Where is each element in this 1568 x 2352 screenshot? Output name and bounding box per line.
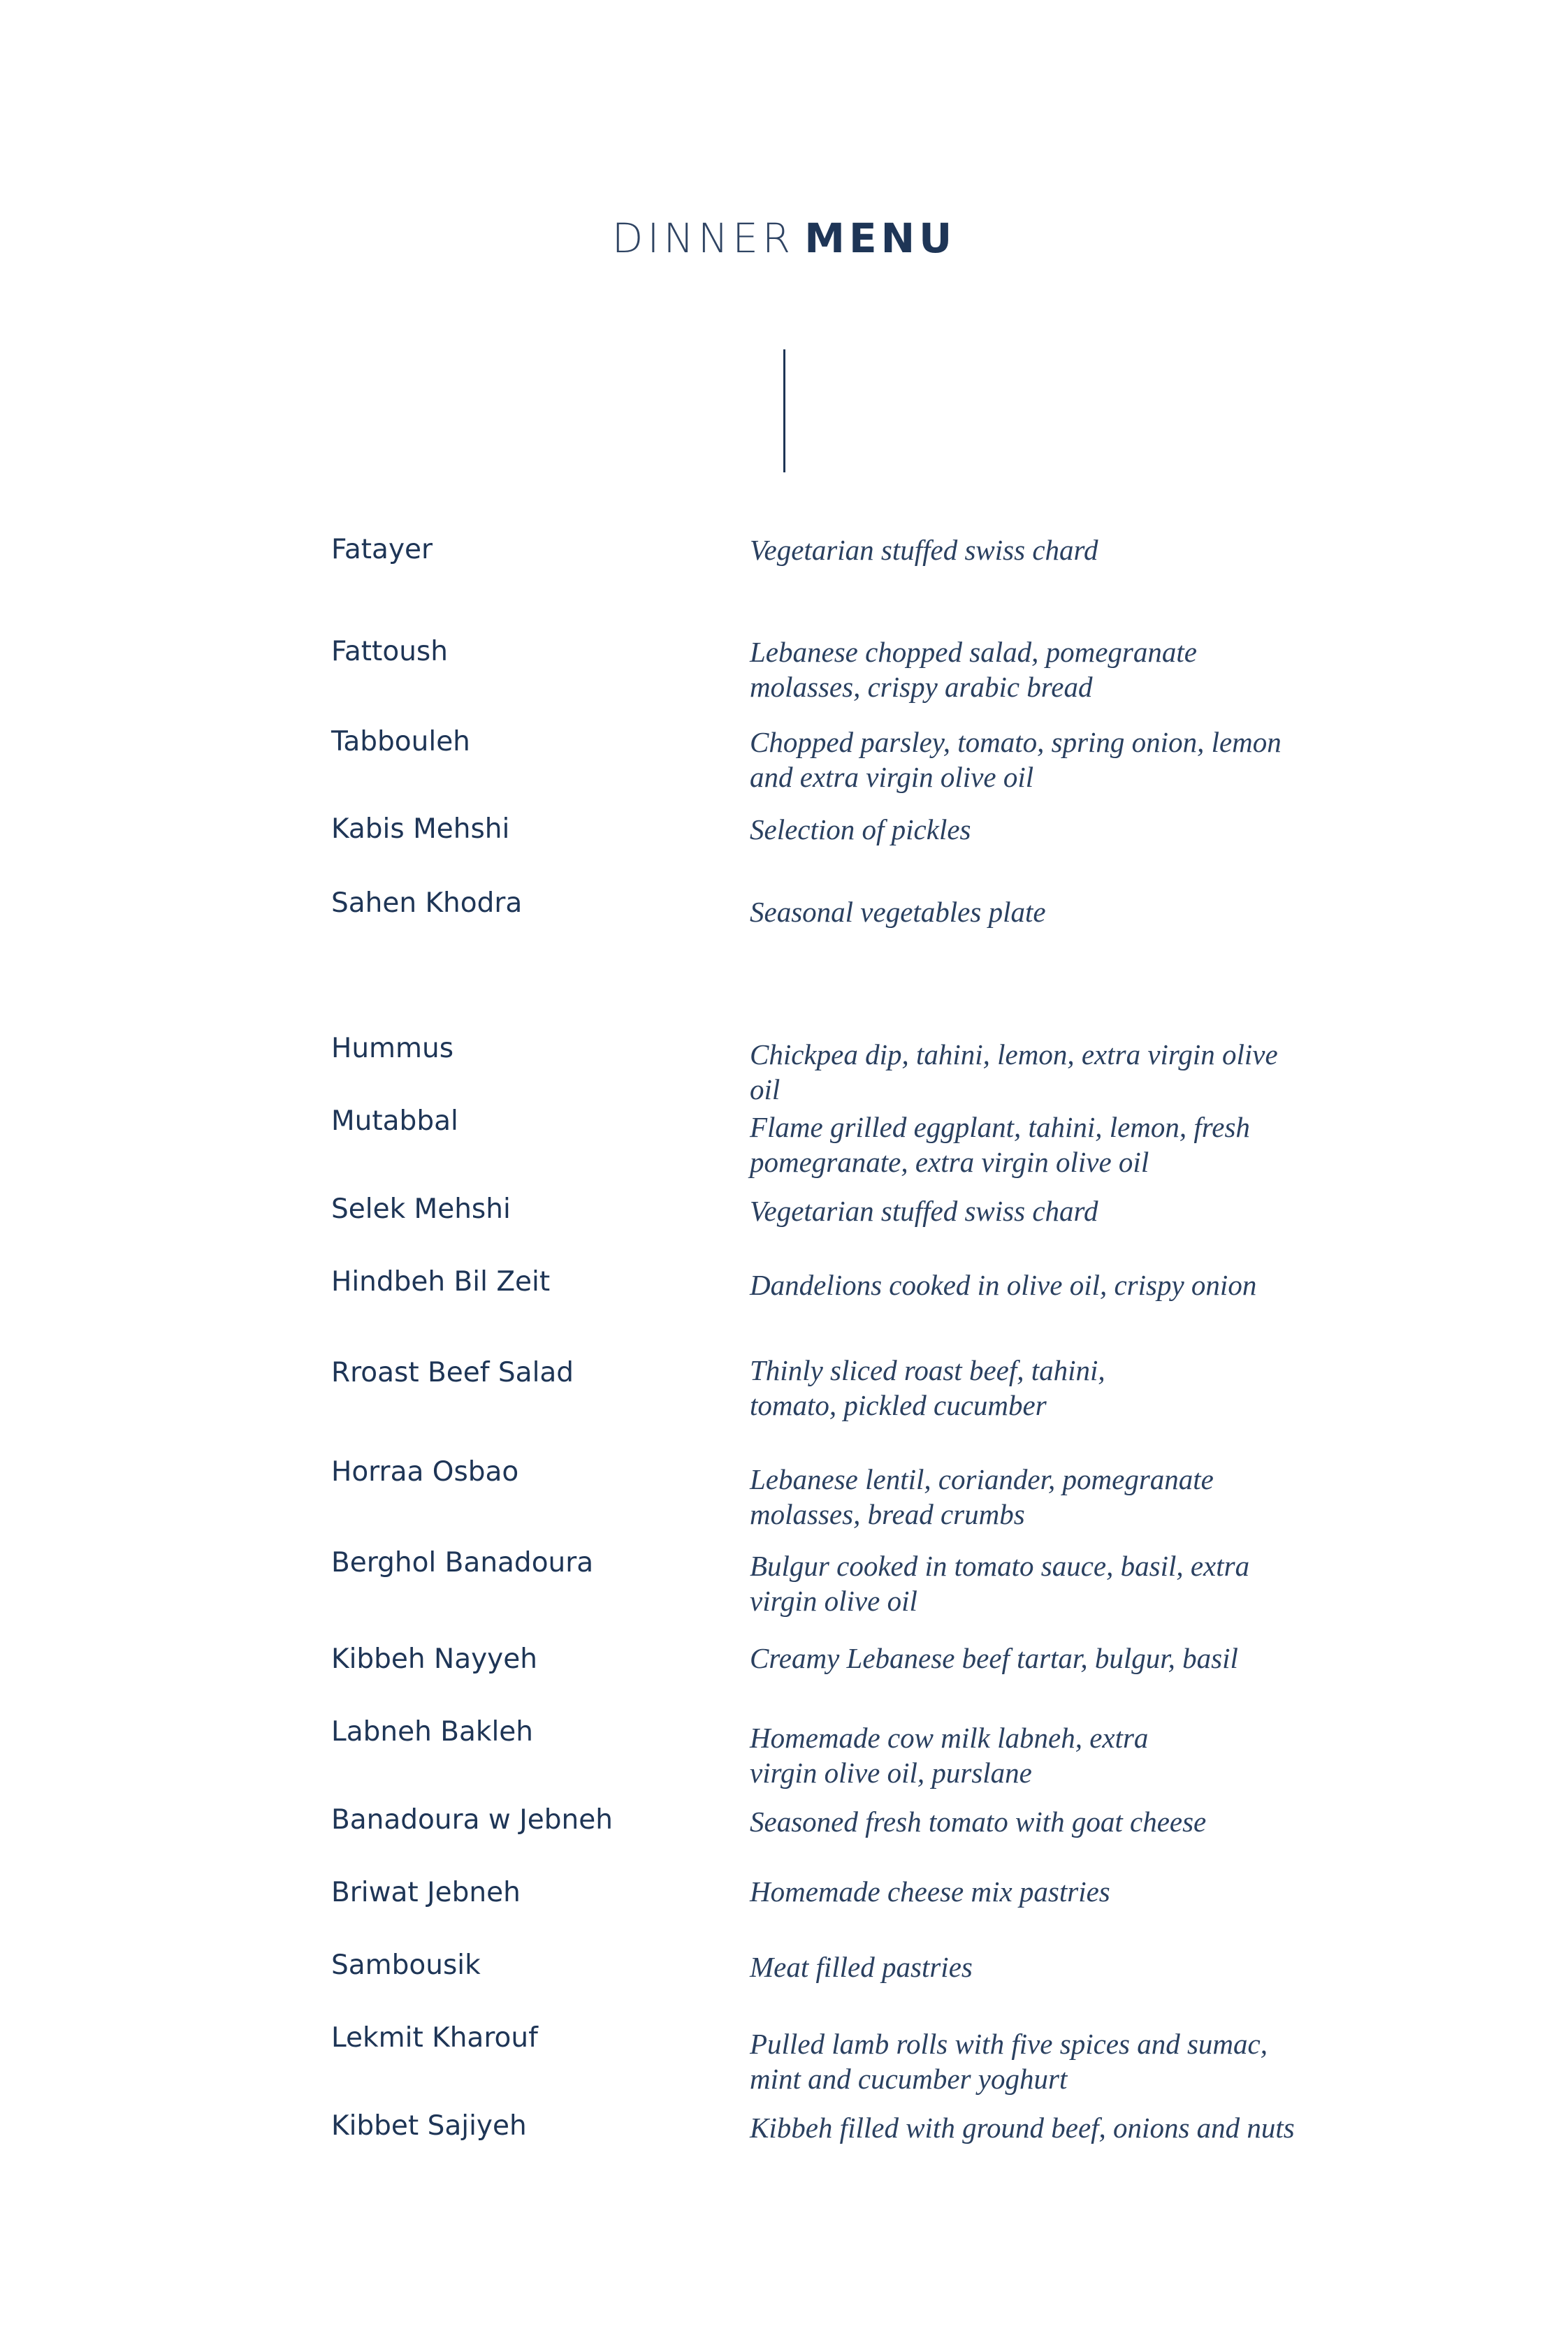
menu-item-description: Selection of pickles	[750, 813, 971, 845]
menu-item-description: Seasonal vegetables plate	[750, 896, 1046, 928]
menu-item-name: Horraa Osbao	[331, 1456, 519, 1488]
menu-item-description: Vegetarian stuffed swiss chard	[750, 1195, 1098, 1227]
menu-item-name: Banadoura w Jebneh	[331, 1804, 613, 1836]
menu-item-name: Kabis Mehshi	[331, 813, 510, 845]
menu-item-name: Mutabbal	[331, 1105, 458, 1137]
menu-item-description: Homemade cheese mix pastries	[750, 1875, 1110, 1908]
menu-item-name: Kibbeh Nayyeh	[331, 1643, 537, 1675]
menu-item-description: Seasoned fresh tomato with goat cheese	[750, 1806, 1207, 1838]
menu-item-name: Rroast Beef Salad	[331, 1357, 574, 1388]
menu-item-description: Dandelions cooked in olive oil, crispy onion	[750, 1269, 1257, 1301]
menu-item-description: Thinly sliced roast beef, tahini, tomato, pickled cucumber	[750, 1354, 1105, 1421]
menu-item-description: Creamy Lebanese beef tartar, bulgur, basil	[750, 1642, 1238, 1674]
vertical-divider	[783, 349, 785, 472]
menu-item-description: Pulled lamb rolls with five spices and sumac, mint and cucumber yoghurt	[750, 2028, 1268, 2095]
menu-item-name: Fatayer	[331, 534, 433, 565]
menu-item-name: Sahen Khodra	[331, 887, 523, 919]
menu-item-name: Lekmit Kharouf	[331, 2022, 538, 2054]
menu-item-description: Kibbeh filled with ground beef, onions and nuts	[750, 2112, 1295, 2144]
menu-item-name: Sambousik	[331, 1950, 481, 1981]
title-dinner: DINNER	[611, 215, 795, 262]
menu-item-name: Selek Mehshi	[331, 1193, 511, 1225]
menu-item-name: Kibbet Sajiyeh	[331, 2110, 527, 2142]
menu-item-name: Berghol Banadoura	[331, 1547, 594, 1578]
page-title	[0, 215, 1568, 262]
menu-item-description: Bulgur cooked in tomato sauce, basil, extra virgin olive oil	[750, 1550, 1250, 1617]
menu-item-name: Hindbeh Bil Zeit	[331, 1266, 551, 1298]
menu-item-description: Homemade cow milk labneh, extra virgin olive oil, purslane	[750, 1722, 1149, 1789]
menu-item-description: Meat filled pastries	[750, 1951, 973, 1983]
title-menu: MENU	[804, 215, 957, 262]
menu-item-name: Labneh Bakleh	[331, 1716, 533, 1748]
menu-item-description: Flame grilled eggplant, tahini, lemon, fresh pomegranate, extra virgin olive oil	[750, 1111, 1250, 1178]
menu-item-description: Lebanese lentil, coriander, pomegranate molasses, bread crumbs	[750, 1463, 1214, 1530]
menu-item-name: Briwat Jebneh	[331, 1877, 521, 1908]
menu-item-name: Fattoush	[331, 636, 448, 667]
menu-item-name: Tabbouleh	[331, 726, 470, 757]
menu-item-description: Lebanese chopped salad, pomegranate molasses, crispy arabic bread	[750, 636, 1197, 703]
menu-item-description: Chickpea dip, tahini, lemon, extra virgin olive oil	[750, 1038, 1278, 1105]
menu-item-description: Vegetarian stuffed swiss chard	[750, 534, 1098, 566]
menu-item-name: Hummus	[331, 1033, 454, 1064]
menu-item-description: Chopped parsley, tomato, spring onion, lemon and extra virgin olive oil	[750, 726, 1282, 793]
